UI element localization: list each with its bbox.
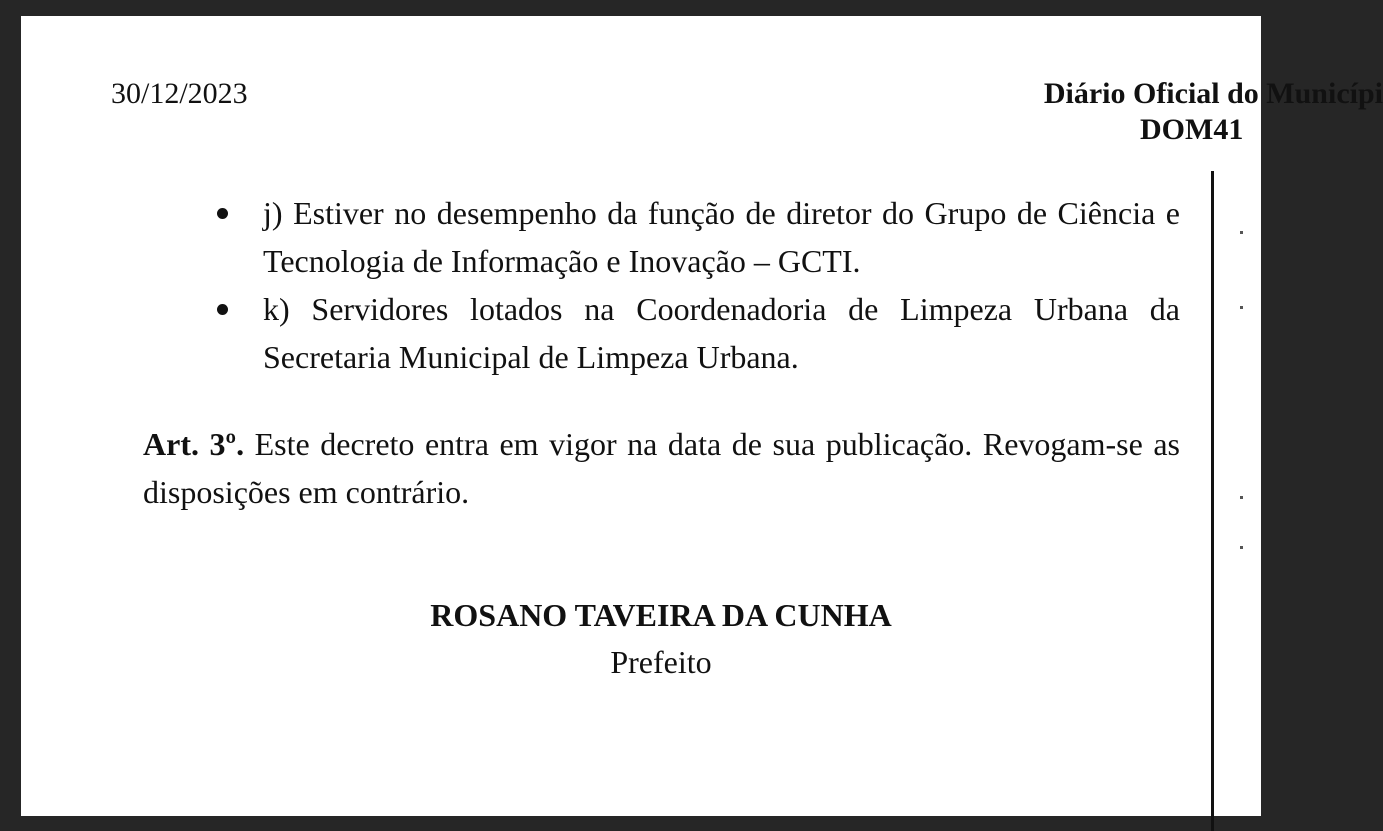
list-item-j [263,189,1180,285]
edge-mark [1240,231,1243,234]
signer-title: Prefeito [610,644,712,680]
bullet-icon [217,208,228,219]
article-label: Art. 3º. [143,426,245,462]
signer-name: ROSANO TAVEIRA DA CUNHA [430,597,892,633]
edition-number: DOM41 [1140,113,1244,146]
document-page [21,16,1383,816]
article-text: Este decreto entra em vigor na data de sua publicação. Revogam-se as disposições em contrário. [143,426,1181,510]
edge-mark [1240,306,1243,309]
publication-title: Diário Oficial do Municípi [1043,77,1383,110]
list-item-k [263,285,1180,381]
list-item-text: k) Servidores lotados na Coordenadoria de Limpeza Urbana da Secretaria Municipal de Limpeza Urbana. [263,291,1180,375]
publication-date: 30/12/2023 [111,77,248,110]
bullet-icon [217,304,228,315]
article-3 [143,420,1180,516]
column-divider [1211,171,1214,831]
item-list [263,189,1180,381]
publication-header [883,76,1383,148]
signature-block [21,592,1301,686]
list-item-text: j) Estiver no desempenho da função de diretor do Grupo de Ciência e Tecnologia de Informação e Inovação – GCTI. [263,195,1180,279]
edge-mark [1240,496,1243,499]
edge-mark [1240,546,1243,549]
